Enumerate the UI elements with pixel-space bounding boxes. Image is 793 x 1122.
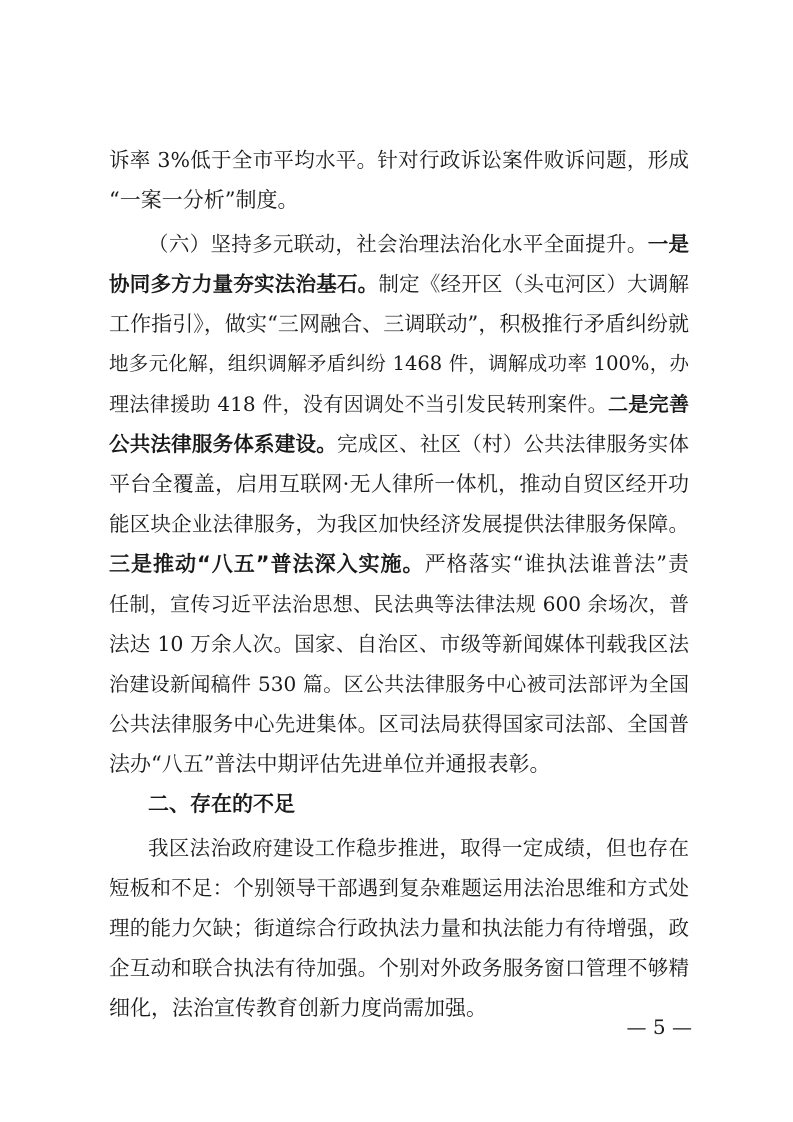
text-line: 诉率 3%低于全市平均水平。针对行政诉讼案件败诉问题，形成	[109, 148, 689, 172]
text-line: 公共法律服务中心先进集体。区司法局获得国家司法部、全国普	[109, 712, 689, 736]
text-line: 法达 10 万余人次。国家、自治区、市级等新闻媒体刊载我区法	[109, 632, 689, 656]
text-line: “一案一分析”制度。	[109, 188, 299, 212]
text-segment: 制定《经开区（头屯河区）大调解	[378, 272, 690, 296]
text-line: 我区法治政府建设工作稳步推进，取得一定成绩，但也存在	[148, 836, 689, 860]
text-segment: 理法律援助 418 件，没有因调处不当引发民转刑案件。	[109, 392, 608, 416]
text-line: 平台全覆盖，启用互联网·无人律所一体机，推动自贸区经开功	[109, 472, 689, 496]
page-number: — 5 —	[626, 1015, 692, 1039]
text-line: 法办“八五”普法中期评估先进单位并通报表彰。	[109, 752, 551, 776]
text-line	[109, 264, 689, 304]
text-segment: 严格落实“谁执法谁普法”责	[424, 552, 689, 576]
text-segment: 完成区、社区（村）公共法律服务实体	[336, 432, 690, 456]
bold-phrase: 一是	[647, 232, 690, 256]
section-heading: 二、存在的不足	[148, 792, 295, 816]
text-line: 细化，法治宣传教育创新力度尚需加强。	[109, 996, 487, 1020]
bold-phrase: 二是完善	[608, 392, 690, 416]
text-line: 任制，宣传习近平法治思想、民法典等法律法规 600 余场次，普	[109, 592, 689, 616]
text-line	[109, 544, 689, 584]
text-line: 能区块企业法律服务，为我区加快经济发展提供法律服务保障。	[109, 512, 689, 536]
text-line: 理的能力欠缺；街道综合行政执法力量和执法能力有待增强，政	[109, 916, 689, 940]
text-line	[109, 424, 689, 464]
text-line	[148, 224, 689, 264]
text-line: 企互动和联合执法有待加强。个别对外政务服务窗口管理不够精	[109, 956, 689, 980]
bold-phrase: 公共法律服务体系建设。	[109, 432, 337, 456]
section-six-lead: （六）坚持多元联动，社会治理法治化水平全面提升。	[148, 232, 648, 256]
text-line: 地多元化解，组织调解矛盾纠纷 1468 件，调解成功率 100%，办	[109, 352, 689, 375]
text-line: 工作指引》，做实“三网融合、三调联动”，积极推行矛盾纠纷就	[109, 312, 689, 336]
text-line: 治建设新闻稿件 530 篇。区公共法律服务中心被司法部评为全国	[109, 672, 689, 696]
text-line: 短板和不足：个别领导干部遇到复杂难题运用法治思维和方式处	[109, 876, 689, 900]
text-line	[109, 384, 689, 424]
bold-phrase: 三是推动“八五”普法深入实施。	[109, 552, 425, 576]
bold-phrase: 协同多方力量夯实法治基石。	[109, 272, 379, 296]
